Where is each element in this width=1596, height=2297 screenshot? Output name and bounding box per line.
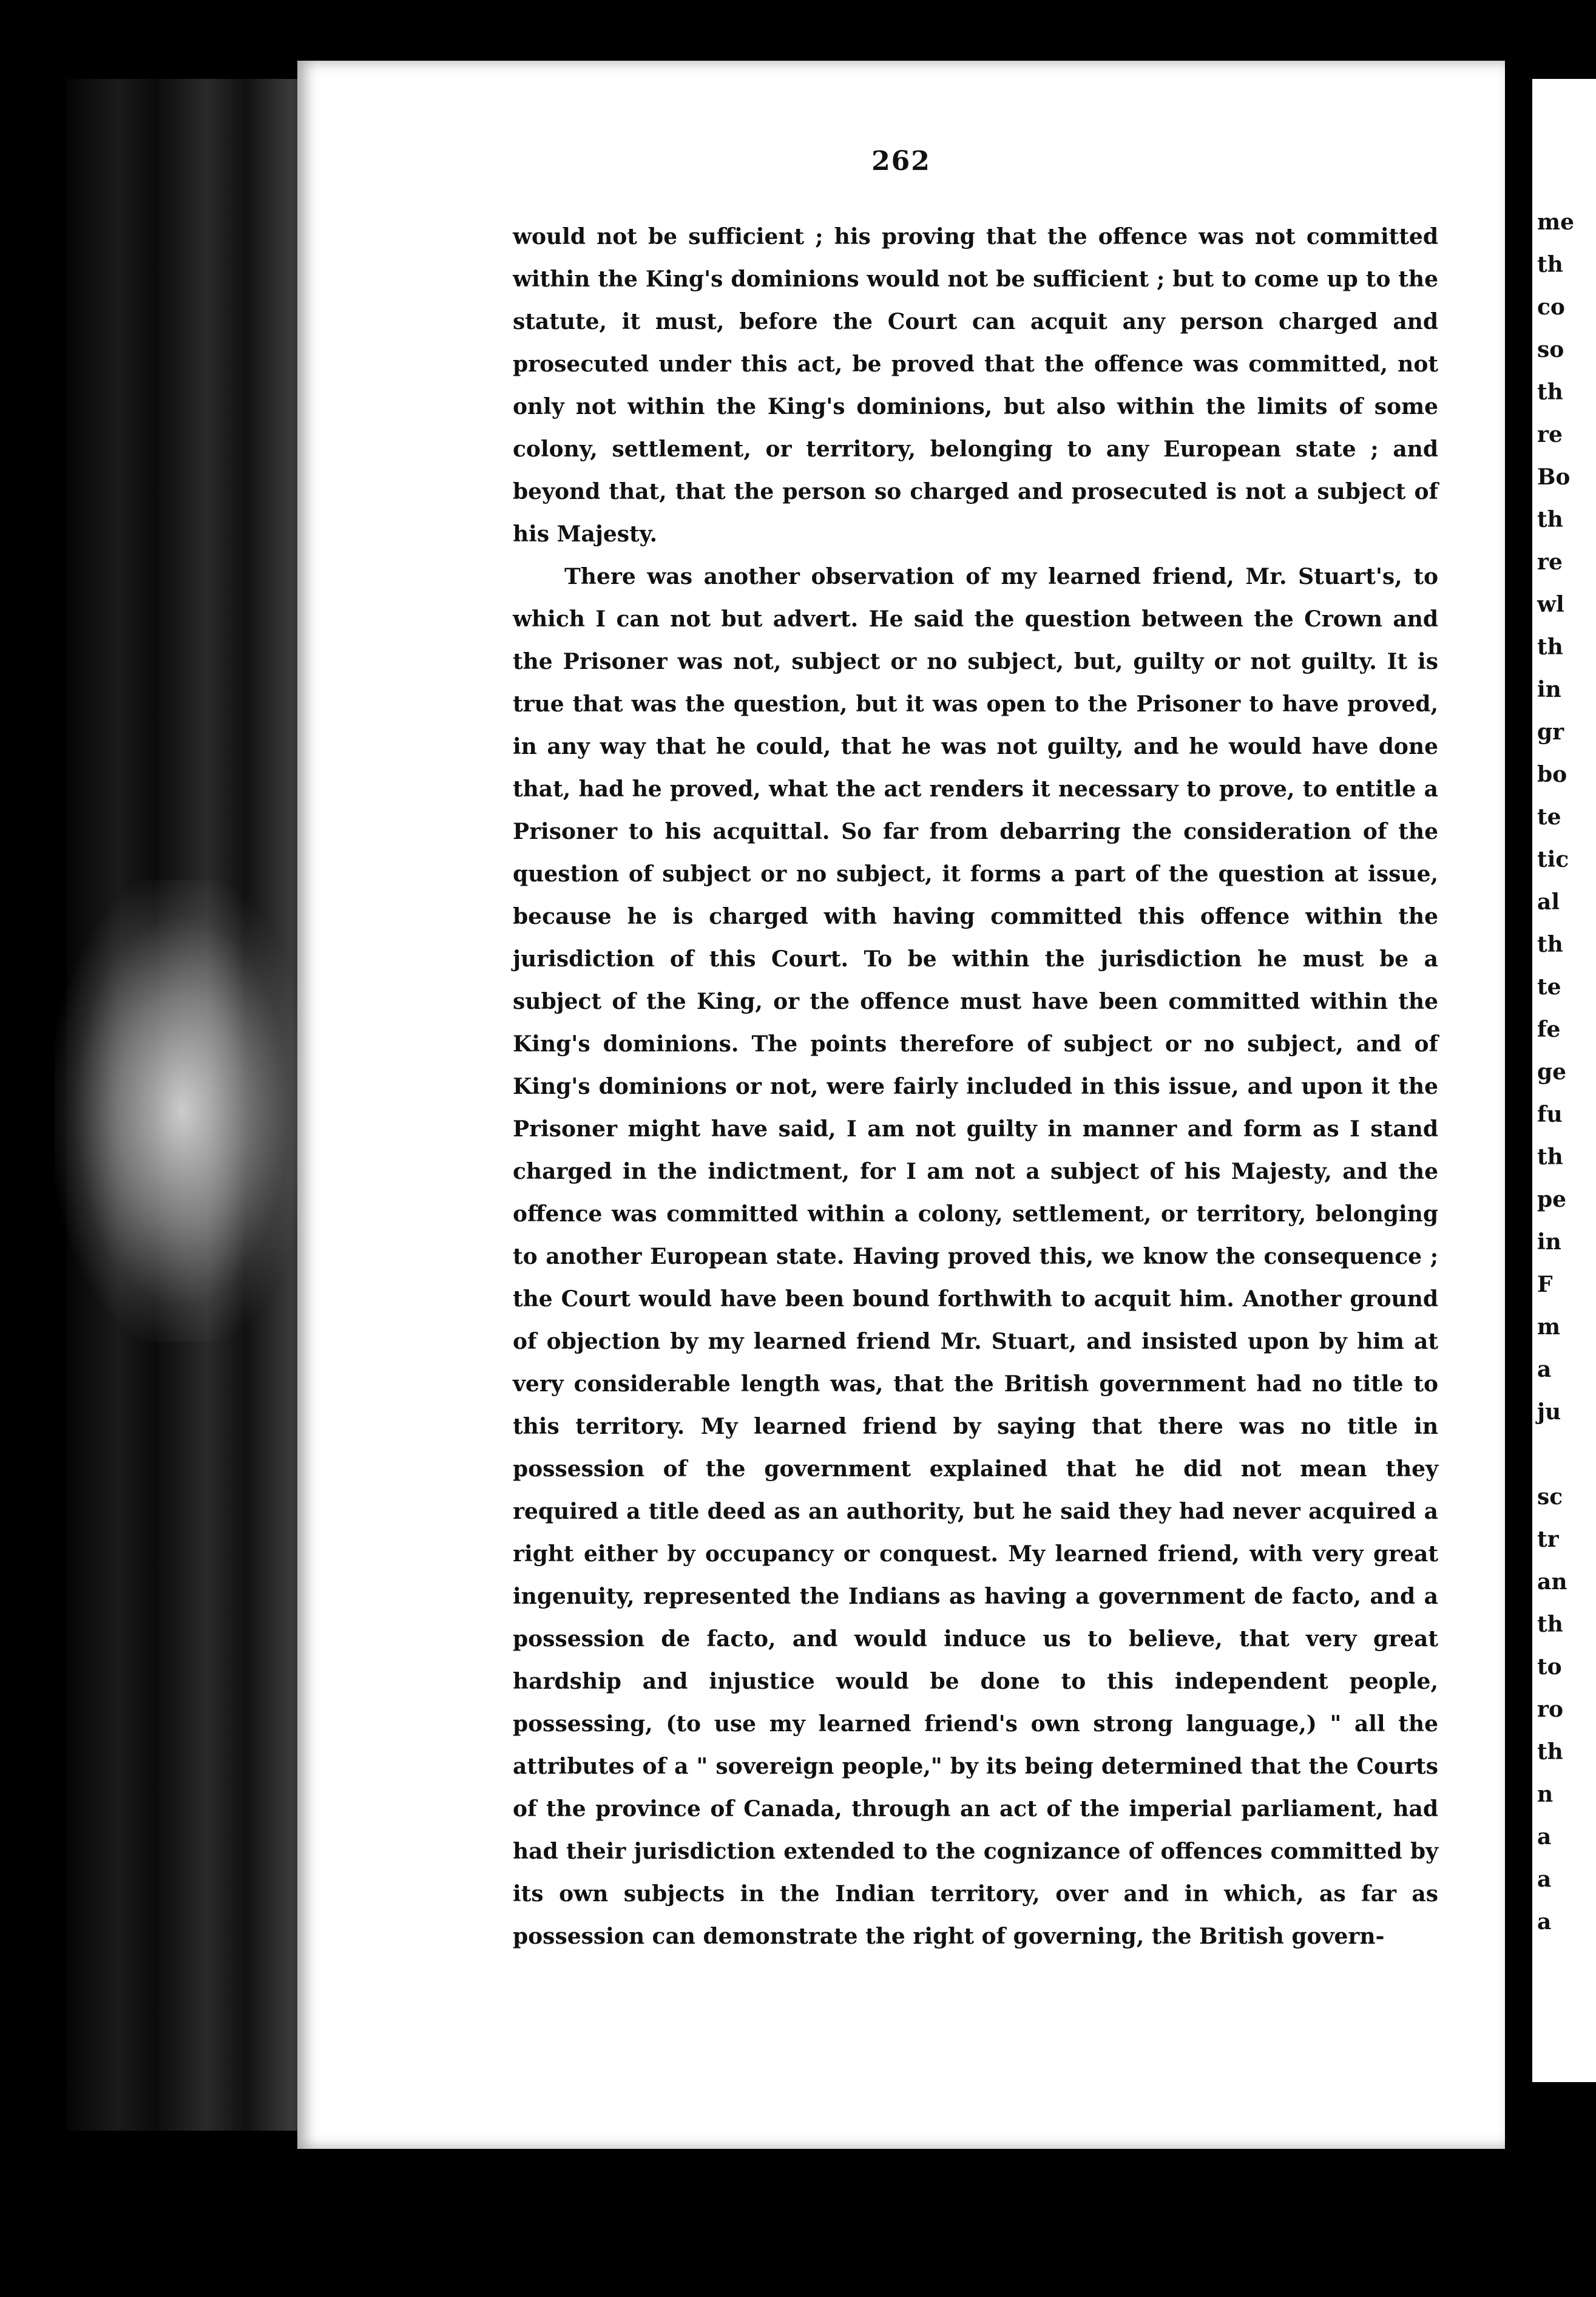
next-page-fragment: th — [1537, 634, 1563, 660]
next-page-fragment: co — [1537, 294, 1565, 320]
next-page-fragment: an — [1537, 1569, 1567, 1595]
next-page-fragment: th — [1537, 1612, 1563, 1637]
next-page-fragment: sc — [1537, 1484, 1563, 1510]
book-page — [297, 61, 1505, 2149]
next-page-fragment: bo — [1537, 762, 1567, 787]
next-page-fragment: ge — [1537, 1059, 1567, 1085]
next-page-fragment: al — [1537, 889, 1560, 915]
page-number: 262 — [871, 146, 931, 177]
next-page-fragment: fe — [1537, 1017, 1561, 1042]
next-page-fragment: a — [1537, 1867, 1552, 1892]
next-page-fragment: n — [1537, 1782, 1554, 1807]
next-page-fragment: pe — [1537, 1187, 1567, 1212]
next-page-fragment: ro — [1537, 1697, 1563, 1722]
next-page-fragment: a — [1537, 1357, 1552, 1382]
page-body — [513, 215, 1438, 1958]
next-page-fragment: tic — [1537, 847, 1569, 872]
next-page-fragment: th — [1537, 932, 1563, 957]
next-page-fragment: to — [1537, 1654, 1562, 1680]
next-page-fragment: in — [1537, 1229, 1561, 1255]
next-page-fragment: th — [1537, 379, 1563, 405]
next-page-fragment: fu — [1537, 1102, 1563, 1127]
paragraph-2: There was another observation of my learned friend, Mr. Stuart's, to which I can not but advert. He said the question between the Crown and the Prisoner was not, subject or no subject, but, guilty or not guilty. It is true that was the question, but it was open to the Prisoner to have proved, in any way that he could, that he was not guilty, and he would have done that, had he proved, what the act renders it necessary to prove, to entitle a Prisoner to his acquittal. So far from debarring the consideration of the question of subject or no subject, it forms a part of the question at issue, because he is charged with having committed this offence within the jurisdiction of this Court. To be within the jurisdiction he must be a subject of the King, or the offence must have been committed within the King's dominions. The points therefore of subject or no subject, and of King's dominions or not, were fairly included in this issue, and upon it the Prisoner might have said, I am not guilty in manner and form as I stand charged in the indictment, for I am not a subject of his Majesty, and the offence was committed within a colony, settlement, or territory, belonging to another European state. Having proved this, we know the consequence ; the Court would have been bound forthwith to acquit him. Another ground of objection by my learned friend Mr. Stuart, and insisted upon by him at very considerable length was, that the British government had no title to this territory. My learned friend by saying that there was no title in possession of the government explained that he did not mean they required a title deed as an authority, but he said they had never acquired a right either by occupancy or conquest. My learned friend, with very great ingenuity, represented the Indians as having a government de facto, and a possession de facto, and would induce us to believe, that very great hardship and injustice would be done to this independent people, possessing, (to use my learned friend's own strong language,) " all the attributes of a " sovereign people," by its being determined that the Courts of the province of Canada, through an act of the imperial parliament, had had their jurisdiction extended to the cognizance of offences committed by its own subjects in the Indian territory, over and in which, as far as possession can demonstrate the right of governing, the British govern- — [513, 564, 1438, 1949]
next-page-fragment: re — [1537, 422, 1563, 447]
next-page-fragment: re — [1537, 549, 1563, 575]
paper-stain — [55, 880, 309, 1342]
next-page-fragment: te — [1537, 804, 1561, 830]
next-page-fragment: me — [1537, 209, 1574, 235]
next-page-fragment: so — [1537, 337, 1564, 362]
paragraph-1: would not be sufficient ; his proving that the offence was not committed within the King's dominions would not be sufficient ; but to come up to the statute, it must, before the Court can acquit any person charged and prosecuted under this act, be proved that the offence was committed, not only not within the King's dominions, but also within the limits of some colony, settlement, or territory, belonging to any European state ; and beyond that, that the person so charged and prosecuted is not a subject of his Majesty. — [513, 224, 1438, 547]
next-page-fragment: F — [1537, 1272, 1553, 1297]
next-page-fragment: a — [1537, 1909, 1552, 1935]
next-page-fragment: th — [1537, 1739, 1563, 1765]
adjacent-page-edge — [1532, 79, 1596, 2082]
next-page-fragment: gr — [1537, 719, 1564, 745]
next-page-fragment: ju — [1537, 1399, 1561, 1425]
next-page-fragment: in — [1537, 677, 1561, 702]
next-page-fragment: m — [1537, 1314, 1561, 1340]
next-page-fragment: te — [1537, 974, 1561, 1000]
next-page-fragment: Bo — [1537, 464, 1571, 490]
next-page-fragment: th — [1537, 1144, 1563, 1170]
next-page-fragment: wl — [1537, 592, 1564, 617]
next-page-fragment: a — [1537, 1824, 1552, 1850]
next-page-fragment: th — [1537, 507, 1563, 532]
next-page-fragment: th — [1537, 252, 1563, 277]
next-page-fragment: tr — [1537, 1527, 1559, 1552]
